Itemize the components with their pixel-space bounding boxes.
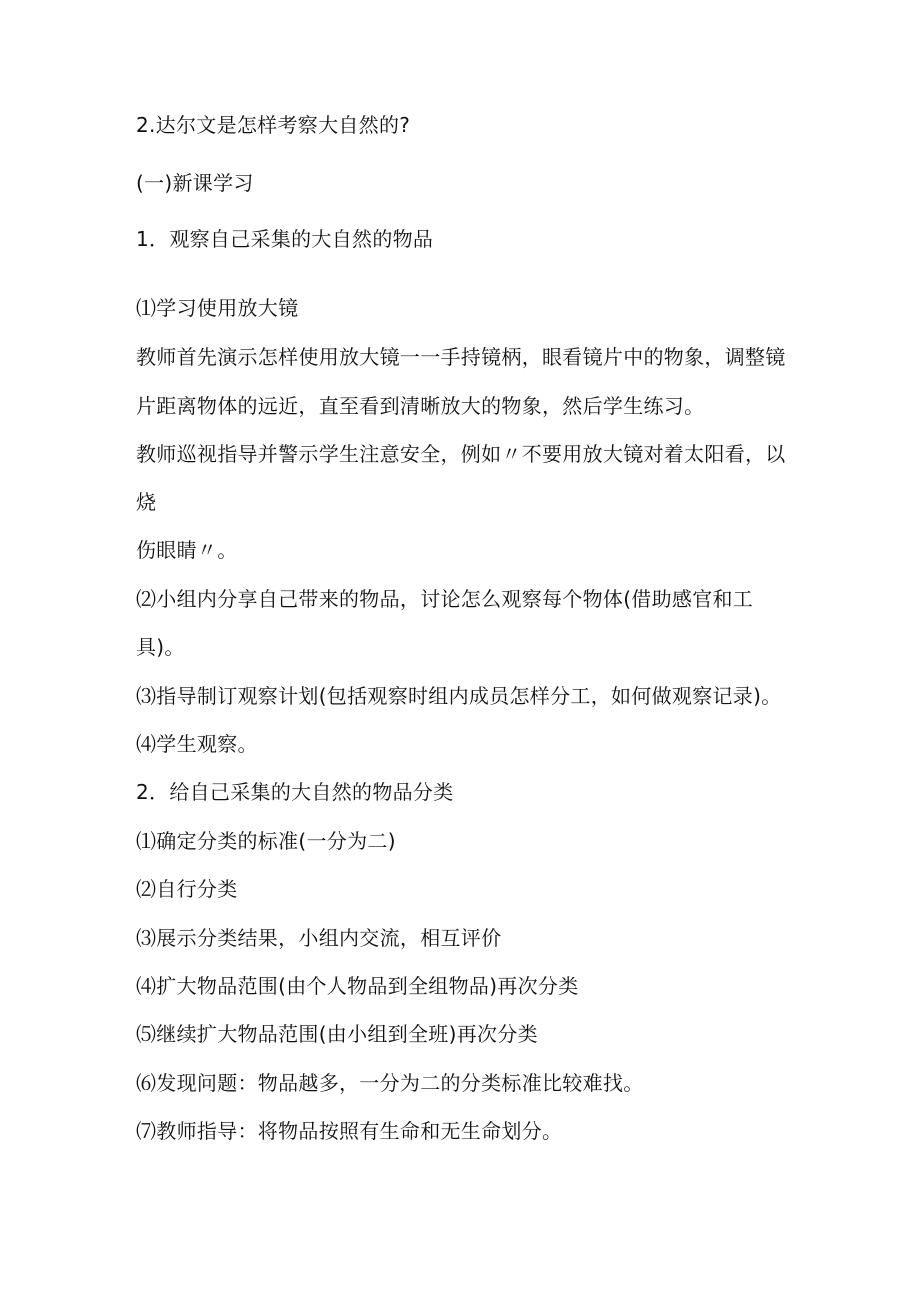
question-heading: 2.达尔文是怎样考察大自然的? — [136, 113, 411, 137]
list-item: ⑵小组内分享自己带来的物品，讨论怎么观察每个物体(借助感官和工 — [136, 587, 754, 611]
paragraph-line: 具)。 — [136, 635, 185, 659]
paragraph-line: 烧 — [136, 490, 157, 514]
list-item: ⑸继续扩大物品范围(由小组到全班)再次分类 — [136, 1022, 538, 1046]
paragraph-line: 片距离物体的远近，直至看到清晰放大的物象，然后学生练习。 — [136, 394, 705, 418]
list-item: ⑹发现问题：物品越多，一分为二的分类标准比较难找。 — [136, 1071, 644, 1095]
paragraph-line: 教师巡视指导并警示学生注意安全，例如〃不要用放大镜对着太阳看，以 — [136, 442, 786, 466]
paragraph-line: 伤眼睛〃。 — [136, 538, 238, 562]
list-item: ⑷学生观察。 — [136, 732, 258, 756]
list-item: ⑶展示分类结果，小组内交流，相互评价 — [136, 926, 502, 950]
step-heading: ⑴学习使用放大镜 — [136, 296, 299, 320]
list-item: ⑵自行分类 — [136, 877, 238, 901]
list-item: ⑴确定分类的标准(一分为二) — [136, 829, 396, 853]
list-item: ⑺教师指导：将物品按照有生命和无生命划分。 — [136, 1119, 563, 1143]
paragraph-line: 教师首先演示怎样使用放大镜一一手持镜柄，眼看镜片中的物象，调整镜 — [136, 345, 786, 369]
list-item: ⑷扩大物品范围(由个人物品到全组物品)再次分类 — [136, 974, 579, 998]
list-item: ⑶指导制订观察计划(包括观察时组内成员怎样分工，如何做观察记录)。 — [136, 684, 782, 708]
subsection-heading: 1．观察自己采集的大自然的物品 — [136, 227, 434, 251]
subsection-heading: 2．给自己采集的大自然的物品分类 — [136, 780, 454, 804]
section-heading: (一)新课学习 — [136, 171, 254, 195]
